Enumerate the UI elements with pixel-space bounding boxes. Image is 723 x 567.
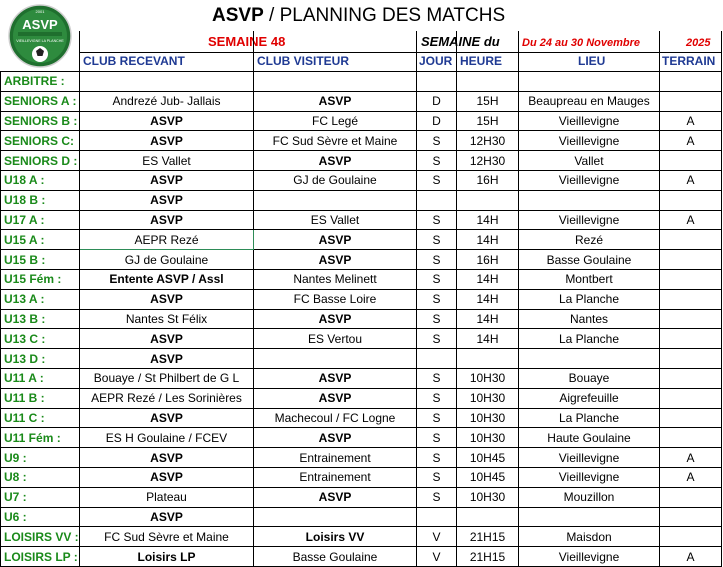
venue-cell: Aigrefeuille — [519, 388, 660, 408]
away-club-cell: GJ de Goulaine — [254, 170, 417, 190]
time-cell: 10H30 — [457, 428, 519, 448]
category-cell: U7 : — [1, 487, 80, 507]
time-cell: 10H30 — [457, 408, 519, 428]
venue-cell: Rezé — [519, 230, 660, 250]
time-cell: 16H — [457, 170, 519, 190]
home-club-cell: FC Sud Sèvre et Maine — [80, 527, 254, 547]
day-cell: S — [417, 448, 457, 468]
away-club-cell: Nantes Melinett — [254, 269, 417, 289]
table-row — [1, 507, 722, 527]
week-dates: Du 24 au 30 Novembre — [522, 37, 640, 49]
table-row — [1, 547, 722, 567]
day-cell — [417, 190, 457, 210]
title-rest: / PLANNING DES MATCHS — [263, 5, 506, 26]
day-cell: S — [417, 329, 457, 349]
pitch-cell — [660, 388, 722, 408]
venue-cell: Haute Goulaine — [519, 428, 660, 448]
venue-cell: Montbert — [519, 269, 660, 289]
time-cell: 10H30 — [457, 388, 519, 408]
day-cell: S — [417, 487, 457, 507]
category-cell: U18 B : — [1, 190, 80, 210]
venue-cell: Maisdon — [519, 527, 660, 547]
category-cell: U6 : — [1, 507, 80, 527]
venue-cell: La Planche — [519, 329, 660, 349]
week-year: 2025 — [686, 37, 711, 49]
day-cell: S — [417, 170, 457, 190]
title-club: ASVP — [212, 5, 264, 26]
day-cell — [417, 72, 457, 92]
category-cell: U11 B : — [1, 388, 80, 408]
day-cell: D — [417, 111, 457, 131]
home-club-cell: ASVP — [80, 448, 254, 468]
venue-cell: Bouaye — [519, 368, 660, 388]
home-club-cell: ASVP — [80, 408, 254, 428]
home-club-cell: ASVP — [80, 190, 254, 210]
home-club-cell: Nantes St Félix — [80, 309, 254, 329]
day-cell: S — [417, 428, 457, 448]
home-club-cell: AEPR Rezé / Les Sorinières — [80, 388, 254, 408]
day-cell: D — [417, 91, 457, 111]
pitch-cell — [660, 72, 722, 92]
table-row — [1, 408, 722, 428]
away-club-cell: ES Vertou — [254, 329, 417, 349]
away-club-cell: ASVP — [254, 230, 417, 250]
away-club-cell — [254, 72, 417, 92]
pitch-cell — [660, 408, 722, 428]
time-cell: 14H — [457, 230, 519, 250]
venue-cell: Vallet — [519, 151, 660, 171]
home-club-cell — [80, 72, 254, 92]
table-row — [1, 329, 722, 349]
day-cell: S — [417, 388, 457, 408]
category-cell: LOISIRS VV : — [1, 527, 80, 547]
home-club-cell: Loisirs LP — [80, 547, 254, 567]
category-cell: U8 : — [1, 467, 80, 487]
away-club-cell — [254, 349, 417, 369]
venue-cell: La Planche — [519, 289, 660, 309]
time-cell: 10H45 — [457, 467, 519, 487]
venue-cell — [519, 72, 660, 92]
week-number: SEMAINE 48 — [208, 34, 286, 49]
time-cell: 15H — [457, 111, 519, 131]
away-club-cell: Machecoul / FC Logne — [254, 408, 417, 428]
time-cell — [457, 72, 519, 92]
venue-cell: Mouzillon — [519, 487, 660, 507]
day-cell — [417, 349, 457, 369]
table-row — [1, 309, 722, 329]
day-cell: S — [417, 151, 457, 171]
time-cell: 14H — [457, 309, 519, 329]
category-cell: U9 : — [1, 448, 80, 468]
venue-cell: Basse Goulaine — [519, 250, 660, 270]
category-cell: LOISIRS LP : — [1, 547, 80, 567]
header-lieu: LIEU — [578, 54, 606, 68]
header-divider — [79, 31, 80, 71]
day-cell: S — [417, 230, 457, 250]
home-club-cell: ASVP — [80, 467, 254, 487]
pitch-cell — [660, 428, 722, 448]
header-divider — [721, 31, 722, 71]
table-row — [1, 289, 722, 309]
venue-cell: Vieillevigne — [519, 467, 660, 487]
time-cell: 10H30 — [457, 487, 519, 507]
venue-cell: Vieillevigne — [519, 131, 660, 151]
club-logo — [8, 4, 72, 68]
away-club-cell: FC Legé — [254, 111, 417, 131]
away-club-cell — [254, 190, 417, 210]
venue-cell — [519, 507, 660, 527]
category-cell: U11 A : — [1, 368, 80, 388]
home-club-cell: ASVP — [80, 329, 254, 349]
table-row — [1, 428, 722, 448]
venue-cell: La Planche — [519, 408, 660, 428]
pitch-cell: A — [660, 131, 722, 151]
home-club-cell: Plateau — [80, 487, 254, 507]
logo-subtext: VIEILLEVIGNE LA PLANCHE — [16, 39, 64, 43]
match-schedule-table — [0, 71, 722, 567]
day-cell: S — [417, 467, 457, 487]
away-club-cell: ASVP — [254, 309, 417, 329]
pitch-cell: A — [660, 448, 722, 468]
venue-cell: Beaupreau en Mauges — [519, 91, 660, 111]
away-club-cell: ASVP — [254, 487, 417, 507]
logo-text: ASVP — [22, 17, 58, 32]
day-cell: S — [417, 250, 457, 270]
away-club-cell — [254, 507, 417, 527]
category-cell: U13 B : — [1, 309, 80, 329]
pitch-cell — [660, 190, 722, 210]
table-row — [1, 170, 722, 190]
category-cell: U18 A : — [1, 170, 80, 190]
time-cell: 14H — [457, 210, 519, 230]
page-title — [212, 5, 505, 27]
category-cell: U13 D : — [1, 349, 80, 369]
logo-year: 2001 — [35, 9, 45, 14]
time-cell: 14H — [457, 329, 519, 349]
pitch-cell — [660, 309, 722, 329]
venue-cell: Vieillevigne — [519, 170, 660, 190]
table-row — [1, 111, 722, 131]
day-cell: S — [417, 368, 457, 388]
day-cell: S — [417, 289, 457, 309]
pitch-cell — [660, 269, 722, 289]
away-club-cell: ASVP — [254, 388, 417, 408]
away-club-cell: Basse Goulaine — [254, 547, 417, 567]
table-row — [1, 487, 722, 507]
home-club-cell: ASVP — [80, 170, 254, 190]
table-row — [1, 467, 722, 487]
category-cell: U13 C : — [1, 329, 80, 349]
header-divider — [456, 31, 457, 71]
table-row — [1, 368, 722, 388]
week-label: SEMAINE du — [421, 34, 500, 49]
away-club-cell: ASVP — [254, 250, 417, 270]
venue-cell — [519, 190, 660, 210]
category-cell: U11 C : — [1, 408, 80, 428]
header-divider — [253, 31, 254, 71]
header-divider — [416, 31, 417, 71]
header-rule — [80, 52, 722, 53]
time-cell: 16H — [457, 250, 519, 270]
time-cell: 15H — [457, 91, 519, 111]
away-club-cell: FC Sud Sèvre et Maine — [254, 131, 417, 151]
pitch-cell — [660, 527, 722, 547]
category-cell: SENIORS B : — [1, 111, 80, 131]
category-cell: U13 A : — [1, 289, 80, 309]
day-cell: V — [417, 547, 457, 567]
table-row — [1, 388, 722, 408]
table-row — [1, 131, 722, 151]
day-cell: V — [417, 527, 457, 547]
home-club-cell: GJ de Goulaine — [80, 250, 254, 270]
pitch-cell — [660, 91, 722, 111]
time-cell — [457, 349, 519, 369]
home-club-cell: Bouaye / St Philbert de G L — [80, 368, 254, 388]
away-club-cell: Entrainement — [254, 448, 417, 468]
home-club-cell: Entente ASVP / Assl — [80, 269, 254, 289]
category-cell: U15 A : — [1, 230, 80, 250]
day-cell: S — [417, 269, 457, 289]
home-club-cell: ASVP — [80, 111, 254, 131]
home-club-cell: ASVP — [80, 349, 254, 369]
table-row — [1, 448, 722, 468]
header-divider — [659, 31, 660, 71]
time-cell — [457, 190, 519, 210]
category-cell: SENIORS D : — [1, 151, 80, 171]
away-club-cell: ASVP — [254, 428, 417, 448]
table-row — [1, 527, 722, 547]
time-cell: 14H — [457, 289, 519, 309]
home-club-cell: AEPR Rezé — [80, 230, 254, 250]
header-recevant: CLUB RECEVANT — [83, 54, 185, 68]
pitch-cell — [660, 368, 722, 388]
pitch-cell — [660, 250, 722, 270]
pitch-cell: A — [660, 547, 722, 567]
away-club-cell: FC Basse Loire — [254, 289, 417, 309]
away-club-cell: Loisirs VV — [254, 527, 417, 547]
day-cell: S — [417, 210, 457, 230]
table-row — [1, 349, 722, 369]
day-cell: S — [417, 408, 457, 428]
header-jour: JOUR — [419, 54, 453, 68]
pitch-cell: A — [660, 467, 722, 487]
away-club-cell: ES Vallet — [254, 210, 417, 230]
day-cell: S — [417, 309, 457, 329]
table-row — [1, 151, 722, 171]
header-visiteur: CLUB VISITEUR — [257, 54, 350, 68]
pitch-cell — [660, 329, 722, 349]
pitch-cell: A — [660, 170, 722, 190]
venue-cell: Vieillevigne — [519, 547, 660, 567]
home-club-cell: ASVP — [80, 289, 254, 309]
home-club-cell: ES Vallet — [80, 151, 254, 171]
home-club-cell: ASVP — [80, 131, 254, 151]
away-club-cell: ASVP — [254, 151, 417, 171]
away-club-cell: Entrainement — [254, 467, 417, 487]
time-cell — [457, 507, 519, 527]
table-row — [1, 190, 722, 210]
day-cell: S — [417, 131, 457, 151]
home-club-cell: Andrezé Jub- Jallais — [80, 91, 254, 111]
venue-cell: Vieillevigne — [519, 210, 660, 230]
day-cell — [417, 507, 457, 527]
venue-cell: Vieillevigne — [519, 448, 660, 468]
venue-cell: Nantes — [519, 309, 660, 329]
home-club-cell: ASVP — [80, 507, 254, 527]
table-row — [1, 269, 722, 289]
table-row — [1, 72, 722, 92]
pitch-cell: A — [660, 210, 722, 230]
pitch-cell — [660, 487, 722, 507]
table-row — [1, 230, 722, 250]
header-heure: HEURE — [460, 54, 503, 68]
time-cell: 14H — [457, 269, 519, 289]
time-cell: 12H30 — [457, 151, 519, 171]
category-cell: ARBITRE : — [1, 72, 80, 92]
table-row — [1, 91, 722, 111]
category-cell: U11 Fém : — [1, 428, 80, 448]
pitch-cell — [660, 349, 722, 369]
home-club-cell: ASVP — [80, 210, 254, 230]
category-cell: SENIORS C: — [1, 131, 80, 151]
header-terrain: TERRAIN — [662, 54, 716, 68]
time-cell: 10H30 — [457, 368, 519, 388]
time-cell: 10H45 — [457, 448, 519, 468]
category-cell: U15 B : — [1, 250, 80, 270]
table-row — [1, 250, 722, 270]
pitch-cell — [660, 151, 722, 171]
pitch-cell — [660, 289, 722, 309]
time-cell: 21H15 — [457, 547, 519, 567]
time-cell: 12H30 — [457, 131, 519, 151]
home-club-cell: ES H Goulaine / FCEV — [80, 428, 254, 448]
category-cell: U15 Fém : — [1, 269, 80, 289]
table-row — [1, 210, 722, 230]
venue-cell — [519, 349, 660, 369]
away-club-cell: ASVP — [254, 368, 417, 388]
category-cell: U17 A : — [1, 210, 80, 230]
time-cell: 21H15 — [457, 527, 519, 547]
pitch-cell — [660, 230, 722, 250]
header-divider — [518, 31, 519, 71]
away-club-cell: ASVP — [254, 91, 417, 111]
pitch-cell — [660, 507, 722, 527]
pitch-cell: A — [660, 111, 722, 131]
venue-cell: Vieillevigne — [519, 111, 660, 131]
category-cell: SENIORS A : — [1, 91, 80, 111]
